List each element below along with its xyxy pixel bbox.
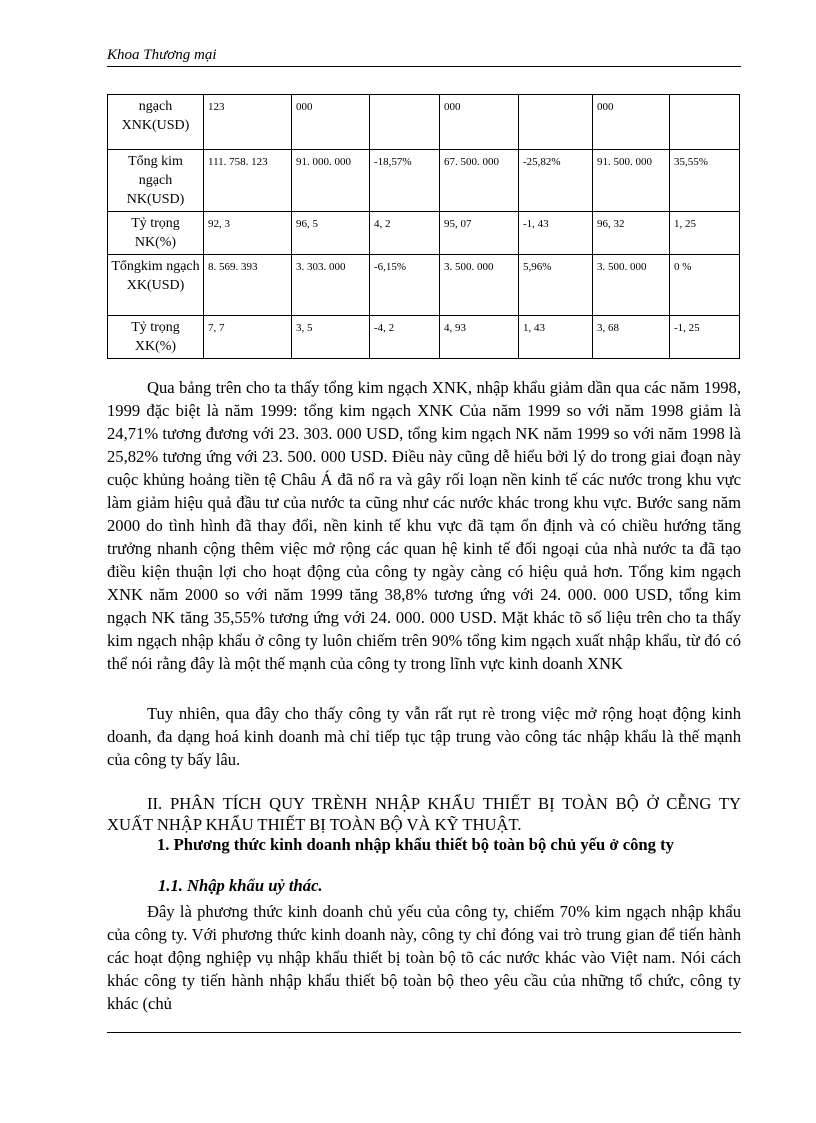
table-cell: 92, 3 [204, 212, 292, 255]
analysis-paragraph [107, 376, 741, 675]
paragraph-text: Tuy nhiên, qua đây cho thấy công ty vẫn rất rụt rè trong việc mở rộng hoạt động kinh doanh, đa dạng hoá kinh doanh mà chỉ tiếp tục tập trung vào công tác nhập khẩu là thế mạnh của công ty bấy lâu. [107, 704, 741, 769]
section-heading: II. PHÂN TÍCH QUY TRÈNH NHẬP KHẨU THIẾT BỊ TOÀN BỘ Ở CỄNG TY XUẤT NHẬP KHẨU THIẾT BỊ TOÀN BỘ VÀ KỸ THUẬT. [107, 794, 741, 834]
page-header-title: Khoa Thương mại [107, 47, 217, 63]
table-cell: 7, 7 [204, 316, 292, 359]
table-cell: 96, 5 [292, 212, 370, 255]
row-label: Tỷ trọng XK(%) [108, 316, 204, 359]
table-cell: -4, 2 [370, 316, 440, 359]
table-cell [670, 95, 740, 150]
paragraph-text: Qua bảng trên cho ta thấy tổng kim ngạch XNK, nhập khẩu giảm dần qua các năm 1998, 1999 đặc biệt là năm 1999: tổng kim ngạch XNK Của năm 1999 so với năm 1998 giảm là 24,71% tương đương với 23. 303. 000 USD, tổng kim ngạch NK năm 1999 so với năm 1998 là 25,82% tương ứng với 23. 500. 000 USD. Điều này cũng dễ hiểu bởi lý do trong giai đoạn này cuộc khủng hoảng tiền tệ Châu Á đã nổ ra và gây rối loạn nền kinh tế các nước trong khu vực làm giảm hiệu quả đầu tư của nước ta cũng như các nước khác trong khu vực. Bước sang năm 2000 do tình hình đã thay đổi, nền kinh tế khu vực đã tạm ổn định và có chiều hướng tăng trưởng nhanh cộng thêm việc mở rộng các quan hệ kinh tế đối ngoại của nhà nước ta đã tạo điều kiện thuận lợi cho hoạt động của công ty ngày càng có hiệu quả hơn. Tổng kim ngạch XNK năm 2000 so với năm 1999 tăng 38,8% tương ứng với 24. 000. 000 USD, tổng kim ngạch NK tăng 35,55% tương ứng với 24. 000. 000 USD. Mặt khác tõ số liệu trên cho ta thấy kim ngạch nhập khẩu ở công ty luôn chiếm trên 90% tổng kim ngạch xuất nhập khẩu, từ đó có thể nói rằng đây là một thế mạnh của công ty trong lĩnh vực kinh doanh XNK [107, 378, 741, 673]
table-cell: 91. 000. 000 [292, 150, 370, 212]
table-cell: -25,82% [519, 150, 593, 212]
table-cell: 3. 303. 000 [292, 255, 370, 316]
table-cell: 111. 758. 123 [204, 150, 292, 212]
table-row [108, 212, 740, 255]
table-cell: 000 [440, 95, 519, 150]
table-row [108, 150, 740, 212]
table-cell: 000 [292, 95, 370, 150]
header-divider [107, 66, 741, 67]
table-cell: 5,96% [519, 255, 593, 316]
table-row [108, 95, 740, 150]
table-cell: 0 % [670, 255, 740, 316]
table-cell: 4, 93 [440, 316, 519, 359]
table-row [108, 255, 740, 316]
row-label: Tổng kim ngạch NK(USD) [108, 150, 204, 212]
table-cell: 3, 5 [292, 316, 370, 359]
table-cell: 96, 32 [593, 212, 670, 255]
table-cell: 91. 500. 000 [593, 150, 670, 212]
table-cell: -18,57% [370, 150, 440, 212]
table-cell: 3. 500. 000 [440, 255, 519, 316]
method-paragraph [107, 900, 741, 1015]
table-cell: 1, 43 [519, 316, 593, 359]
subsection-heading: 1. Phương thức kinh doanh nhập khẩu thiết bộ toàn bộ chủ yếu ở công ty [157, 835, 674, 854]
table-cell: -6,15% [370, 255, 440, 316]
paragraph-text: Đây là phương thức kinh doanh chủ yếu của công ty, chiếm 70% kim ngạch nhập khẩu của công ty. Với phương thức kinh doanh này, công ty chỉ đóng vai trò trung gian để tiến hành các hoạt động nghiệp vụ nhập khẩu thiết bị toàn bộ tõ các nước khác vào Việt nam. Nói cách khác công ty tiến hành nhập khẩu thiết bộ toàn bộ theo yêu cầu của những tổ chức, công ty khác (chủ [107, 902, 741, 1013]
table-row [108, 316, 740, 359]
table-cell: 8. 569. 393 [204, 255, 292, 316]
table-cell: -1, 25 [670, 316, 740, 359]
table-cell: 35,55% [670, 150, 740, 212]
conclusion-paragraph [107, 702, 741, 771]
row-label: ngạch XNK(USD) [108, 95, 204, 150]
table-cell: 000 [593, 95, 670, 150]
table-cell: 123 [204, 95, 292, 150]
table-cell: 67. 500. 000 [440, 150, 519, 212]
table-cell: 3, 68 [593, 316, 670, 359]
row-label: Tỷ trọng NK(%) [108, 212, 204, 255]
row-label: Tổngkim ngạch XK(USD) [108, 255, 204, 316]
table-cell: 95, 07 [440, 212, 519, 255]
trade-data-table [107, 94, 740, 359]
table-cell [519, 95, 593, 150]
table-cell: 3. 500. 000 [593, 255, 670, 316]
table-cell: 4, 2 [370, 212, 440, 255]
table-cell: -1, 43 [519, 212, 593, 255]
table-cell: 1, 25 [670, 212, 740, 255]
footer-divider [107, 1032, 741, 1033]
subsubsection-heading: 1.1. Nhập khẩu uỷ thác. [158, 876, 323, 895]
table-cell [370, 95, 440, 150]
